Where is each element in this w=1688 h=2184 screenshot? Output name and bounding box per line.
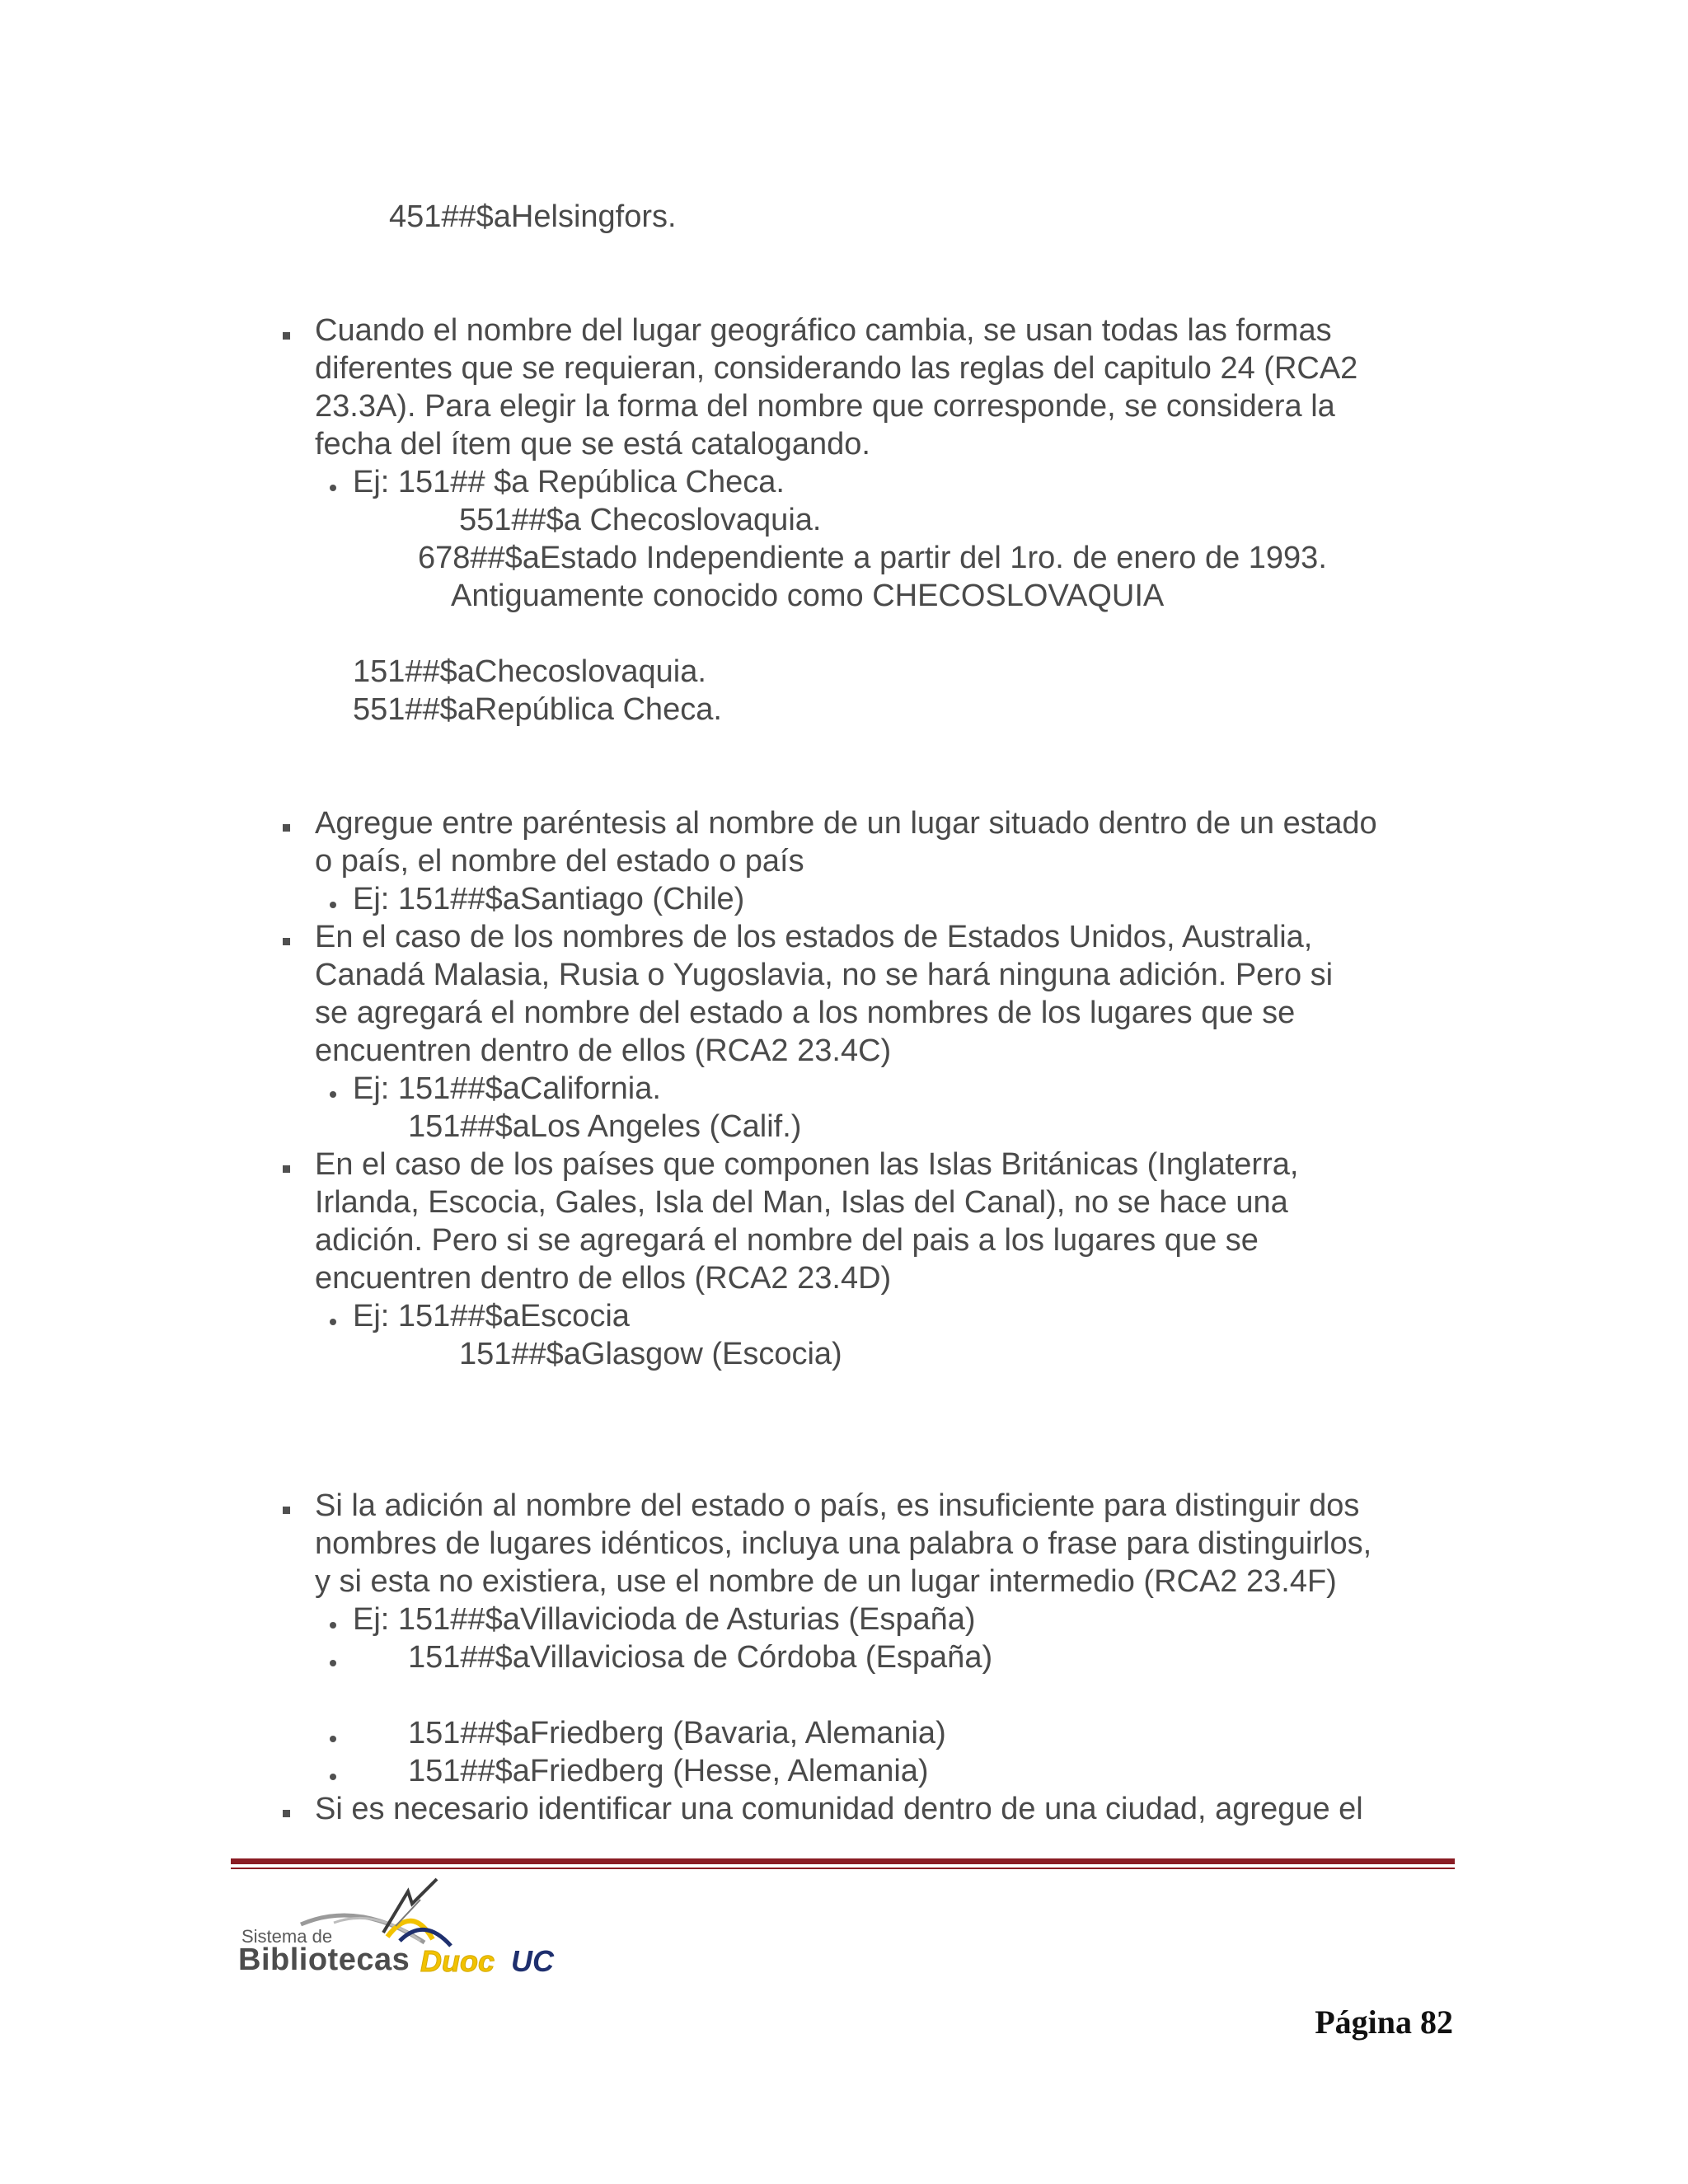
text-line: o país, el nombre del estado o país (315, 844, 804, 879)
page-number: Página 82 (1315, 2004, 1453, 2041)
text-line: 151##$aFriedberg (Hesse, Alemania) (408, 1754, 929, 1788)
square-bullet-icon (283, 1507, 290, 1514)
footer-rule-thin (231, 1868, 1455, 1869)
dot-bullet-icon (330, 1091, 336, 1098)
logo-uc-text: UC (511, 1944, 554, 1978)
text-line: y si esta no existiera, use el nombre de un lugar intermedio (RCA2 23.4F) (315, 1564, 1337, 1599)
text-line: Ej: 151##$aVillavicioda de Asturias (España) (353, 1602, 976, 1637)
text-line: Agregue entre paréntesis al nombre de un lugar situado dentro de un estado (315, 806, 1377, 841)
text-line: Irlanda, Escocia, Gales, Isla del Man, Islas del Canal), no se hace una (315, 1185, 1288, 1220)
square-bullet-icon (283, 332, 290, 340)
square-bullet-icon (283, 824, 290, 832)
text-line: Si la adición al nombre del estado o país, es insuficiente para distinguir dos (315, 1488, 1360, 1523)
text-line: Antiguamente conocido como CHECOSLOVAQUIA (451, 579, 1165, 613)
text-line: Cuando el nombre del lugar geográfico cambia, se usan todas las formas (315, 313, 1332, 348)
text-line: Canadá Malasia, Rusia o Yugoslavia, no se hará ninguna adición. Pero si (315, 958, 1334, 992)
text-line: 151##$aVillaviciosa de Córdoba (España) (408, 1640, 993, 1675)
text-line: Si es necesario identificar una comunidad dentro de una ciudad, agregue el (315, 1792, 1363, 1826)
text-line: fecha del ítem que se está catalogando. (315, 427, 870, 462)
text-line: 23.3A). Para elegir la forma del nombre que corresponde, se considera la (315, 389, 1335, 424)
text-line: se agregará el nombre del estado a los nombres de los lugares que se (315, 996, 1296, 1030)
footer-rule-thick (231, 1858, 1455, 1864)
text-line: 451##$aHelsingfors. (389, 199, 677, 234)
text-line: 151##$aLos Angeles (Calif.) (408, 1109, 802, 1144)
dot-bullet-icon (330, 1736, 336, 1742)
text-line: 151##$aChecoslovaquia. (353, 654, 706, 689)
text-line: 151##$aFriedberg (Bavaria, Alemania) (408, 1716, 946, 1750)
text-line: 551##$aRepública Checa. (353, 692, 722, 727)
text-line: 151##$aGlasgow (Escocia) (459, 1337, 842, 1371)
square-bullet-icon (283, 938, 290, 945)
dot-bullet-icon (330, 1660, 336, 1666)
logo-duoc-text: Duoc (420, 1944, 495, 1978)
text-line: En el caso de los países que componen las Islas Británicas (Inglaterra, (315, 1147, 1299, 1182)
dot-bullet-icon (330, 485, 336, 491)
text-line: Ej: 151## $a República Checa. (353, 465, 785, 499)
square-bullet-icon (283, 1165, 290, 1173)
text-line: En el caso de los nombres de los estados de Estados Unidos, Australia, (315, 920, 1313, 954)
library-logo (235, 1875, 581, 1982)
dot-bullet-icon (330, 1319, 336, 1325)
dot-bullet-icon (330, 1774, 336, 1780)
text-line: adición. Pero si se agregará el nombre del pais a los lugares que se (315, 1223, 1259, 1258)
text-line: Ej: 151##$aSantiago (Chile) (353, 882, 745, 916)
text-line: 551##$a Checoslovaquia. (459, 503, 822, 537)
text-line: encuentren dentro de ellos (RCA2 23.4C) (315, 1033, 892, 1068)
dot-bullet-icon (330, 902, 336, 908)
text-line: Ej: 151##$aCalifornia. (353, 1071, 661, 1106)
text-line: 678##$aEstado Independiente a partir del 1ro. de enero de 1993. (418, 541, 1327, 575)
logo-prefix-text: Sistema de (241, 1926, 333, 1947)
dot-bullet-icon (330, 1622, 336, 1629)
logo-main-text: Bibliotecas (238, 1943, 410, 1977)
text-line: encuentren dentro de ellos (RCA2 23.4D) (315, 1261, 892, 1296)
square-bullet-icon (283, 1810, 290, 1817)
text-line: Ej: 151##$aEscocia (353, 1299, 630, 1333)
text-line: nombres de lugares idénticos, incluya una palabra o frase para distinguirlos, (315, 1526, 1372, 1561)
text-line: diferentes que se requieran, considerando las reglas del capitulo 24 (RCA2 (315, 351, 1358, 386)
